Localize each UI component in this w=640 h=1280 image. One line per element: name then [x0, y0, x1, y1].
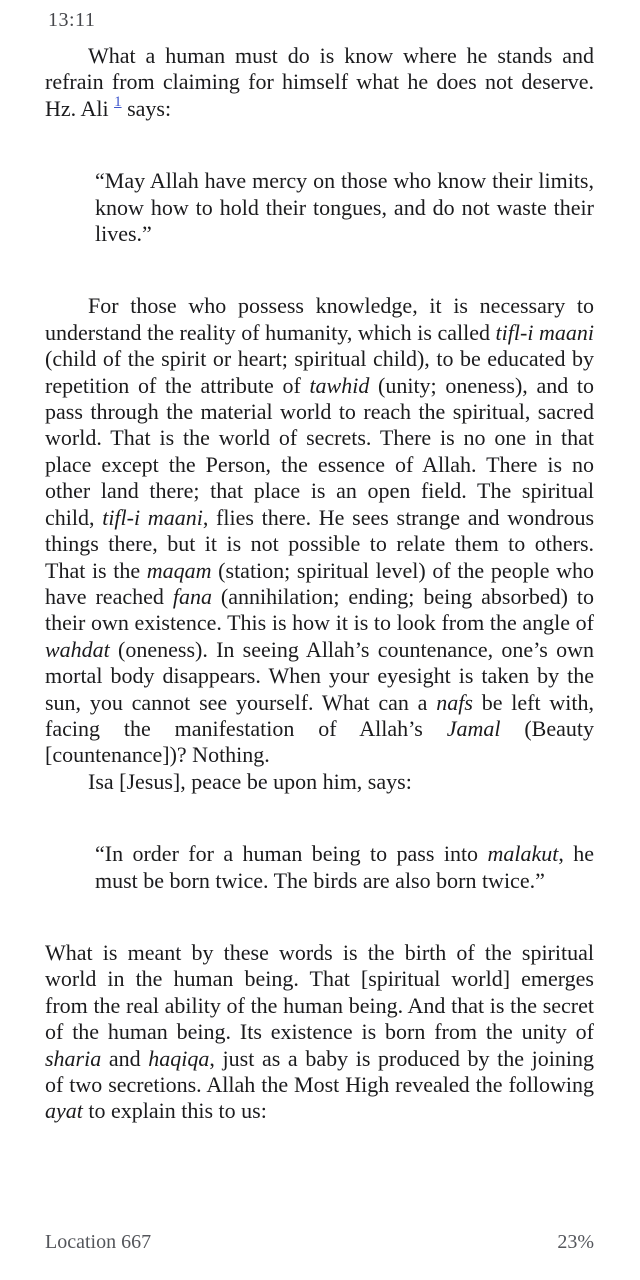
italic-term: tifl-i maani [495, 319, 594, 345]
blockquote [45, 841, 594, 894]
book-text-area [45, 43, 594, 1125]
italic-term: ayat [45, 1098, 83, 1124]
paragraph [45, 940, 594, 1125]
footnote-link[interactable]: 1 [114, 94, 122, 111]
location-indicator: Location 667 [45, 1231, 152, 1253]
text-segment: (station; spiritual level) of the people who have reached [45, 557, 594, 609]
italic-term: maqam [146, 557, 212, 583]
paragraph [45, 43, 594, 122]
text-segment: (Beauty [countenance])? Nothing. [45, 715, 594, 768]
italic-term: wahdat [45, 636, 110, 662]
text-segment: (child of the spirit or heart; spiritual child), to be educated by repetition of the attribute of [45, 346, 594, 398]
text-segment: What a human must do is know where he stands and refrain from claiming for himself what he does not deserve. Hz. Ali [45, 43, 594, 121]
text-segment: , flies there. He sees strange and wondrous things there, but it is not possible to relate them to others. That is the [45, 504, 595, 583]
text-segment: , just as a baby is produced by the joining of two secretions. Allah the Most High revealed the following [45, 1045, 595, 1097]
text-segment: and [101, 1045, 149, 1071]
text-segment: “May Allah have mercy on those who know their limits, know how to hold their tongues, and do not waste their lives.” [95, 168, 594, 247]
text-segment: be left with, facing the manifestation of Allah’s [45, 689, 594, 741]
text-segment: What is meant by these words is the birth of the spiritual world in the human being. That [spiritual world] emerges from the real ability of the human being. And that is the secret of the human being. Its existence is born from the unity of [45, 939, 594, 1045]
italic-term: tawhid [309, 372, 370, 398]
reader-footer [45, 1231, 594, 1254]
italic-term: fana [172, 583, 212, 609]
italic-term: Jamal [446, 715, 501, 741]
paragraph [45, 293, 594, 768]
text-segment: Isa [Jesus], peace be upon him, says: [88, 768, 412, 794]
text-segment: For those who possess knowledge, it is necessary to understand the reality of humanity, which is called [45, 293, 594, 345]
text-segment: (annihilation; ending; being absorbed) to their own existence. This is how it is to look from the angle of [45, 583, 594, 636]
text-segment: “In order for a human being to pass into [95, 841, 488, 867]
footnote-marker [114, 91, 122, 111]
progress-percentage: 23% [557, 1231, 594, 1253]
italic-term: tifl-i maani [102, 504, 203, 530]
blockquote [45, 168, 594, 247]
text-segment: (unity; oneness), and to pass through the material world to reach the spiritual, sacred world. That is the world of secrets. There is no one in that place except the Person, the essence of Allah. There is no other land there; that place is an open field. The spiritual child, [45, 372, 594, 530]
text-segment: says: [121, 95, 172, 121]
italic-term: sharia [45, 1045, 102, 1071]
text-segment: , he must be born twice. The birds are also born twice.” [95, 841, 595, 893]
italic-term: malakut [487, 841, 559, 867]
paragraph [45, 769, 594, 795]
text-segment: to explain this to us: [82, 1098, 267, 1124]
italic-term: nafs [436, 689, 473, 715]
italic-term: haqiqa [148, 1045, 210, 1071]
text-segment: (oneness). In seeing Allah’s countenance, one’s own mortal body disappears. When your eyesight is taken by the sun, you cannot see yourself. What can a [45, 636, 594, 715]
status-bar-time: 13:11 [48, 9, 96, 31]
